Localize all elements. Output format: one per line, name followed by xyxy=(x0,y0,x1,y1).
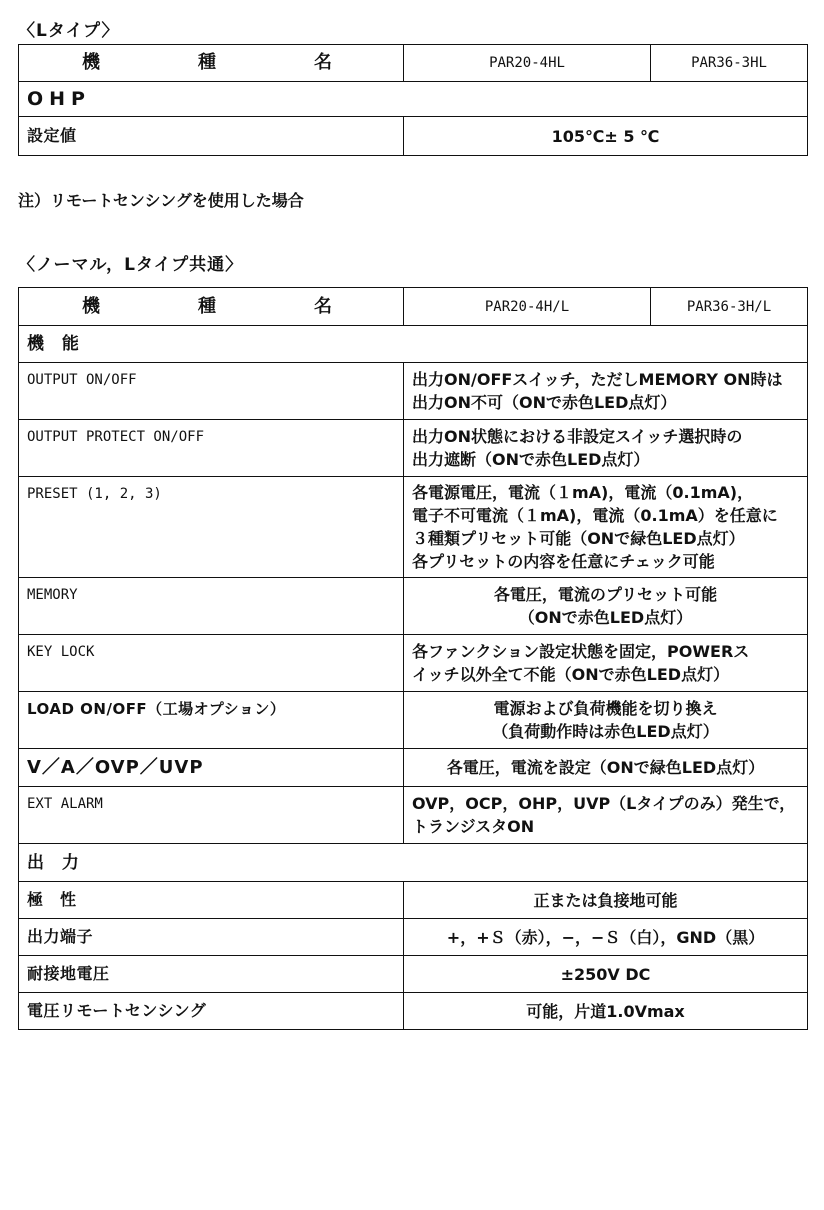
table-row xyxy=(19,578,808,635)
table-row xyxy=(19,787,808,844)
setting-label: 設定値 xyxy=(19,117,404,156)
desc-line: 出力遮断（ONで赤色LED点灯） xyxy=(412,450,650,469)
section1-heading: 〈Lタイプ〉 xyxy=(18,21,120,41)
model-name: PAR36-3H/L xyxy=(651,288,808,326)
model-name: PAR36-3HL xyxy=(651,45,808,82)
table-row xyxy=(19,326,808,363)
function-desc xyxy=(404,635,808,692)
table-row xyxy=(19,363,808,420)
output-name: 出力端子 xyxy=(19,919,404,956)
desc-line: 電源および負荷機能を切り換え xyxy=(493,699,718,718)
desc-line: 各電圧，電流を設定（ONで緑色LED点灯） xyxy=(446,758,765,777)
output-value: 正または負接地可能 xyxy=(404,882,808,919)
table-row xyxy=(19,117,808,156)
remote-sensing-note: 注）リモートセンシングを使用した場合 xyxy=(18,191,304,210)
table-row xyxy=(19,956,808,993)
table-row xyxy=(19,288,808,326)
function-desc xyxy=(404,749,808,787)
ohp-table xyxy=(18,44,808,156)
function-name: KEY LOCK xyxy=(19,635,404,692)
output-value: +，+Ｓ（赤），−，−Ｓ（白），GND（黒） xyxy=(404,919,808,956)
desc-line: 出力ON状態における非設定スイッチ選択時の xyxy=(412,427,743,446)
table-row xyxy=(19,692,808,749)
table-row xyxy=(19,882,808,919)
table-row xyxy=(19,993,808,1030)
output-name: 極 性 xyxy=(19,882,404,919)
function-desc xyxy=(404,477,808,578)
function-name: EXT ALARM xyxy=(19,787,404,844)
function-name: OUTPUT ON/OFF xyxy=(19,363,404,420)
desc-line: OVP，OCP，OHP，UVP（Lタイプのみ）発生で， xyxy=(412,794,796,813)
function-section-header: 機 能 xyxy=(19,326,808,363)
function-desc xyxy=(404,420,808,477)
output-name: 耐接地電圧 xyxy=(19,956,404,993)
spec-table xyxy=(18,287,808,1030)
function-desc xyxy=(404,692,808,749)
table-row xyxy=(19,919,808,956)
table-row xyxy=(19,45,808,82)
function-name: LOAD ON/OFF（工場オプション） xyxy=(19,692,404,749)
model-label: 機 種 名 xyxy=(19,288,404,326)
function-name: OUTPUT PROTECT ON/OFF xyxy=(19,420,404,477)
ohp-label: OHP xyxy=(19,82,808,117)
output-value: ±250V DC xyxy=(404,956,808,993)
table-row xyxy=(19,82,808,117)
table-row xyxy=(19,420,808,477)
function-name: V／A／OVP／UVP xyxy=(19,749,404,787)
desc-line: 電子不可電流（１mA)，電流（0.1mA）を任意に xyxy=(412,506,778,525)
function-name: MEMORY xyxy=(19,578,404,635)
output-value: 可能，片道1.0Vmax xyxy=(404,993,808,1030)
function-desc xyxy=(404,578,808,635)
desc-line: 出力ON/OFFスイッチ，ただしMEMORY ON時は xyxy=(412,370,783,389)
desc-line: （負荷動作時は赤色LED点灯） xyxy=(492,722,719,741)
model-name: PAR20-4H/L xyxy=(404,288,651,326)
table-row xyxy=(19,477,808,578)
function-desc xyxy=(404,363,808,420)
model-name: PAR20-4HL xyxy=(404,45,651,82)
output-name: 電圧リモートセンシング xyxy=(19,993,404,1030)
function-name: PRESET (1, 2, 3) xyxy=(19,477,404,578)
desc-line: 各電圧，電流のプリセット可能 xyxy=(493,585,718,604)
desc-line: ３種類プリセット可能（ONで緑色LED点灯） xyxy=(412,529,745,548)
desc-line: イッチ以外全て不能（ONで赤色LED点灯） xyxy=(412,665,730,684)
desc-line: 各プリセットの内容を任意にチェック可能 xyxy=(412,552,715,571)
model-label: 機 種 名 xyxy=(19,45,404,82)
output-section-header: 出 力 xyxy=(19,844,808,882)
setting-value: 105℃± 5 ℃ xyxy=(404,117,808,156)
table-row xyxy=(19,749,808,787)
desc-line: 各ファンクション設定状態を固定，POWERス xyxy=(412,642,750,661)
desc-line: トランジスタON xyxy=(412,817,535,836)
section2-heading: 〈ノーマル，Lタイプ共通〉 xyxy=(18,255,244,275)
function-desc xyxy=(404,787,808,844)
table-row xyxy=(19,635,808,692)
desc-line: 出力ON不可（ONで赤色LED点灯） xyxy=(412,393,677,412)
table-row xyxy=(19,844,808,882)
desc-line: （ONで赤色LED点灯） xyxy=(518,608,693,627)
desc-line: 各電源電圧，電流（１mA)，電流（0.1mA)， xyxy=(412,483,754,502)
